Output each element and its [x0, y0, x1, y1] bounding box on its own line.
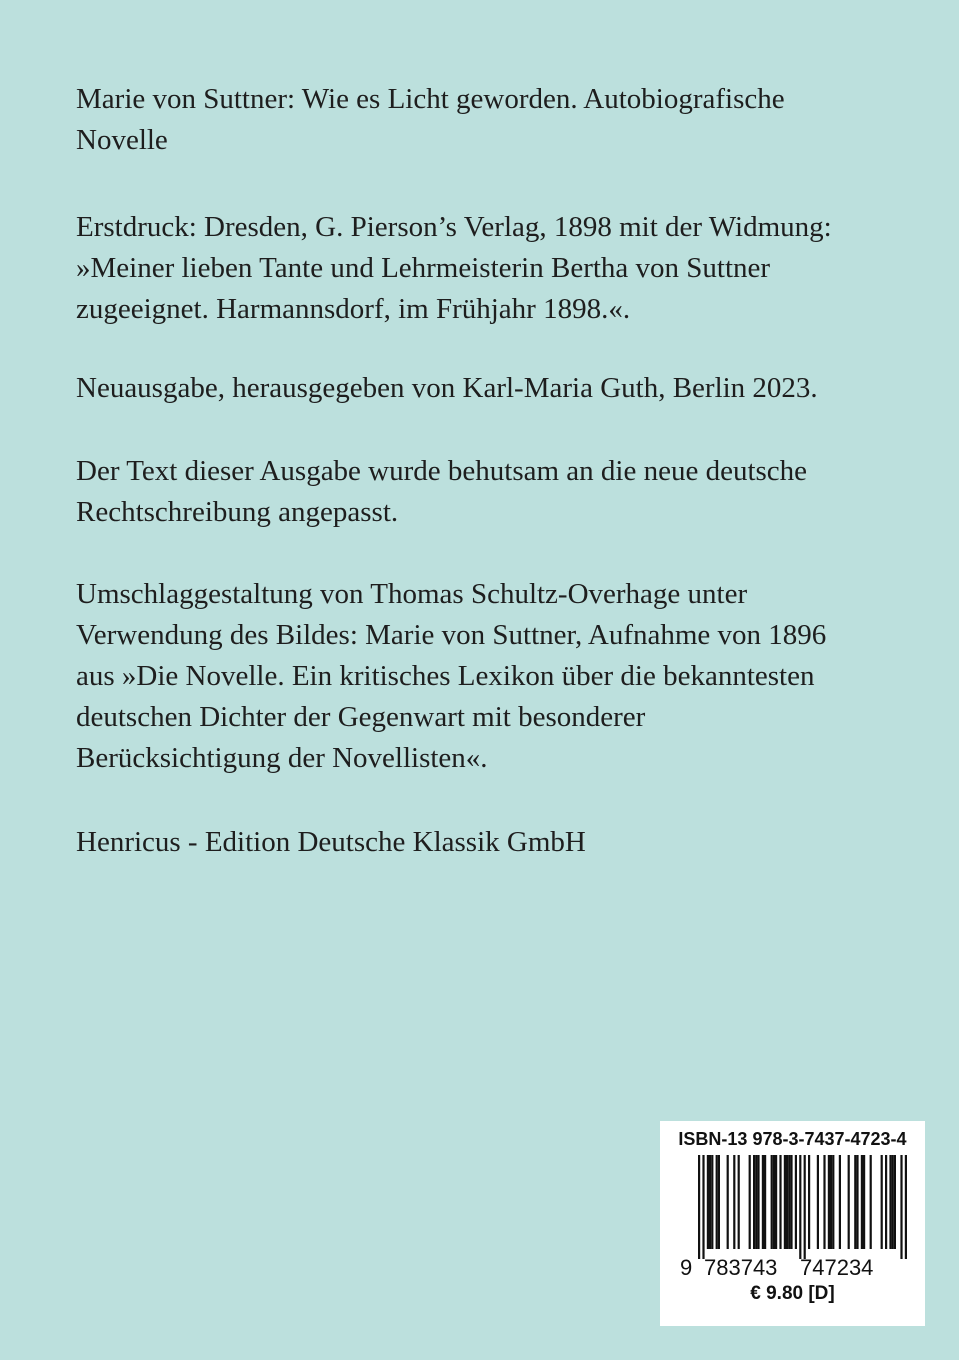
barcode-bar	[832, 1155, 834, 1249]
barcode-bar	[870, 1155, 872, 1249]
barcode-bar	[784, 1155, 786, 1249]
new-edition-paragraph: Neuausgabe, herausgegeben von Karl-Maria Guth, Berlin 2023.	[76, 372, 818, 404]
first-print-paragraph: Erstdruck: Dresden, G. Pierson’s Verlag, 1898 mit der Widmung: »Meiner lieben Tante und Lehrmeisterin Bertha von Suttner zugeeignet. Harmannsdorf, im Frühjahr 1898.«.	[76, 211, 832, 325]
title-paragraph: Marie von Suttner: Wie es Licht geworden. Autobiografische Novelle	[76, 83, 785, 156]
barcode-bar	[817, 1155, 819, 1249]
barcode-bar	[738, 1155, 740, 1249]
barcode-box	[660, 1121, 925, 1326]
barcode-bar	[808, 1155, 810, 1249]
cover-design-paragraph: Umschlaggestaltung von Thomas Schultz-Overhage unter Verwendung des Bildes: Marie von Suttner, Aufnahme von 1896 aus »Die Novelle. Ein kritisches Lexikon über die bekanntesten deutschen Dichter der Gegenwart mit besonderer Berücksichtigung der Novellisten«.	[76, 578, 827, 774]
barcode-bar	[698, 1155, 700, 1259]
barcode-bar	[900, 1155, 902, 1259]
barcode-bar	[839, 1155, 841, 1249]
barcode-bar	[764, 1155, 766, 1249]
barcode-digits-right: 747234	[800, 1255, 874, 1280]
isbn-label: ISBN-13 978-3-7437-4723-4	[678, 1129, 907, 1149]
barcode-bar	[881, 1155, 883, 1249]
barcode-bar	[788, 1155, 790, 1249]
barcode-bar	[773, 1155, 775, 1249]
barcode-bar	[718, 1155, 720, 1249]
barcode-bar	[757, 1155, 759, 1249]
barcode-bars	[698, 1155, 907, 1259]
barcode-bar	[856, 1155, 858, 1249]
barcode-bar	[823, 1155, 825, 1249]
barcode-bar	[905, 1155, 907, 1259]
barcode-digits-left: 783743	[704, 1255, 778, 1280]
orthography-paragraph: Der Text dieser Ausgabe wurde behutsam an die neue deutsche Rechtschreibung angepasst.	[76, 455, 808, 528]
barcode-bar	[771, 1155, 773, 1249]
barcode-bar	[795, 1155, 797, 1249]
barcode-bar	[892, 1155, 894, 1249]
barcode-bar	[709, 1155, 711, 1249]
barcode-bar	[716, 1155, 718, 1249]
barcode-bar	[804, 1155, 806, 1259]
barcode-bar	[861, 1155, 863, 1249]
barcode-bar	[707, 1155, 709, 1249]
barcode-bar	[702, 1155, 704, 1259]
barcode-bar	[889, 1155, 891, 1249]
barcode-bar	[894, 1155, 896, 1249]
barcode-bar	[790, 1155, 792, 1249]
barcode-bar	[863, 1155, 865, 1249]
barcode-bar	[711, 1155, 713, 1249]
barcode-bar	[749, 1155, 751, 1249]
barcode-bar	[854, 1155, 856, 1249]
barcode-bar	[848, 1155, 850, 1249]
barcode-graphic	[676, 1153, 909, 1283]
publisher-paragraph: Henricus - Edition Deutsche Klassik GmbH	[76, 826, 586, 858]
barcode-bar	[828, 1155, 830, 1249]
barcode-bar	[753, 1155, 755, 1249]
barcode-bar	[779, 1155, 781, 1249]
barcode-bar	[885, 1155, 887, 1249]
barcode-bar	[775, 1155, 777, 1249]
barcode-bar	[733, 1155, 735, 1249]
barcode-bar	[727, 1155, 729, 1249]
barcode-bar	[762, 1155, 764, 1249]
barcode-bar	[799, 1155, 801, 1259]
barcode-bar	[830, 1155, 832, 1249]
barcode-bar	[786, 1155, 788, 1249]
barcode-bar	[755, 1155, 757, 1249]
price-label: € 9.80 [D]	[750, 1283, 835, 1304]
barcode-digit-first: 9	[680, 1255, 693, 1280]
